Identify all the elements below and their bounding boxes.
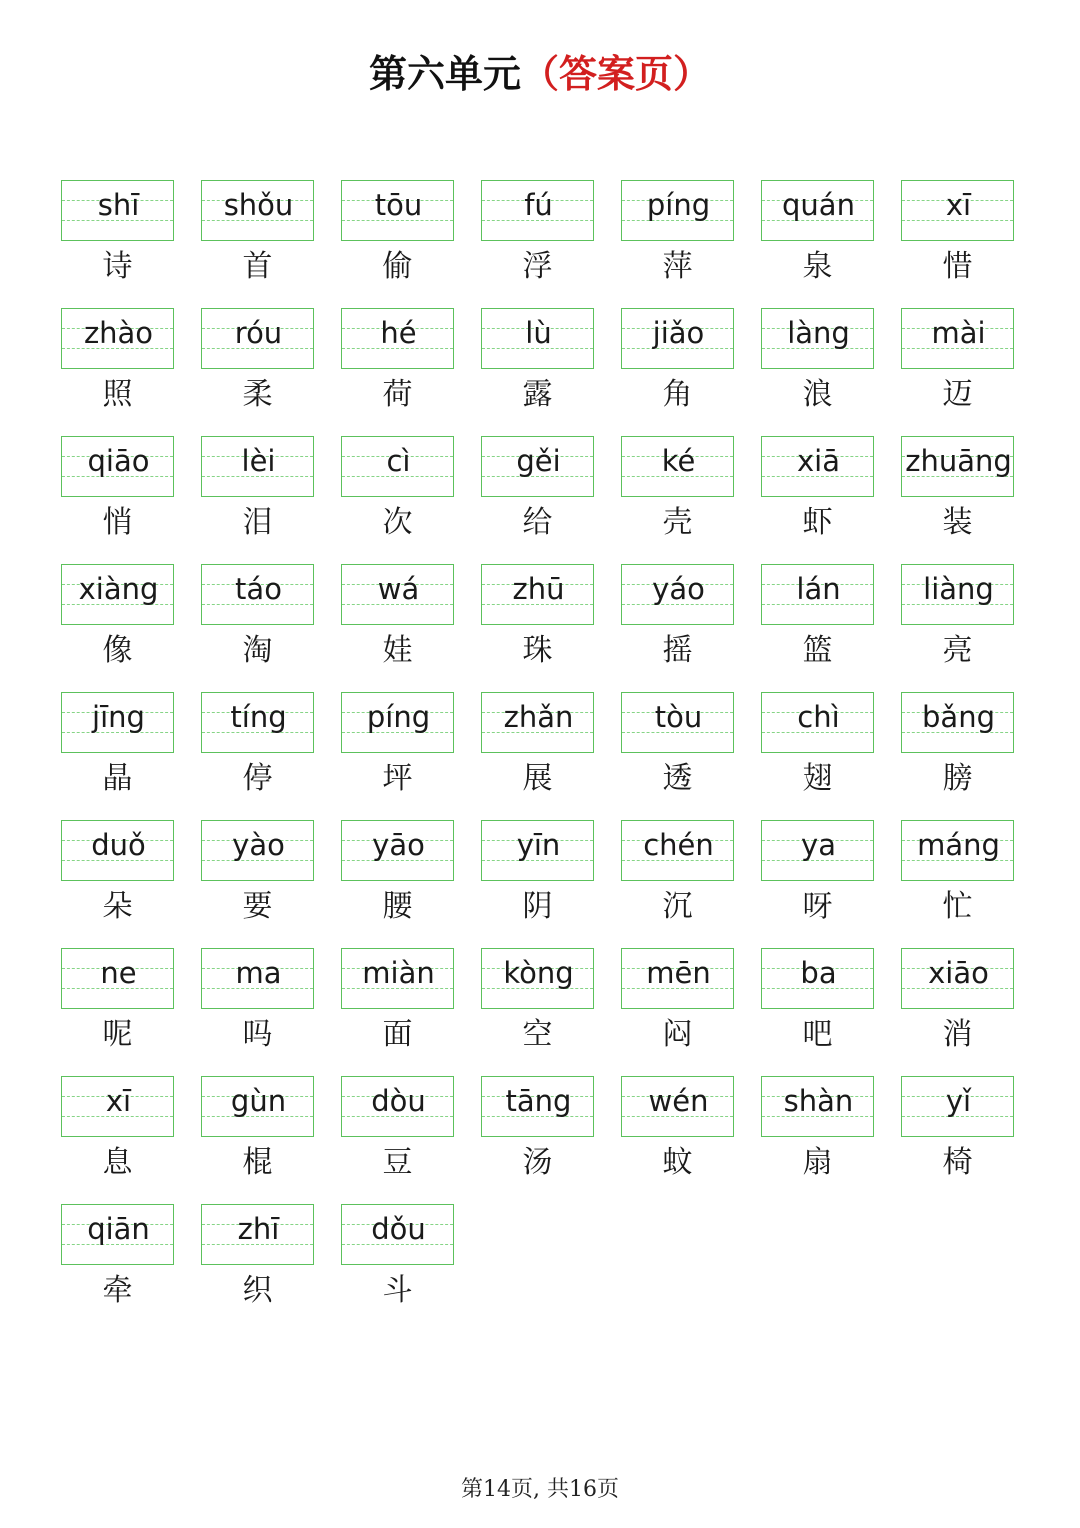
hanzi-character: 汤 (522, 1145, 553, 1180)
character-cell (201, 1076, 314, 1204)
pinyin-writing-box (341, 948, 454, 1009)
hanzi-character: 惜 (942, 249, 973, 284)
hanzi-character: 斗 (382, 1273, 413, 1308)
character-cell (621, 180, 734, 308)
pinyin-writing-box (761, 308, 874, 369)
hanzi-character: 吧 (802, 1017, 833, 1052)
pinyin-writing-box (61, 308, 174, 369)
pinyin-writing-box (761, 180, 874, 241)
pinyin-writing-box (761, 948, 874, 1009)
hanzi-character: 呀 (802, 889, 833, 924)
pinyin-text: liàng (923, 572, 994, 606)
hanzi-character: 坪 (382, 761, 413, 796)
character-cell (61, 180, 174, 308)
character-cell (761, 948, 874, 1076)
pinyin-writing-box (61, 564, 174, 625)
pinyin-writing-box (341, 820, 454, 881)
pinyin-writing-box (61, 436, 174, 497)
pinyin-writing-box (201, 1076, 314, 1137)
hanzi-character: 照 (102, 377, 133, 412)
hanzi-character: 露 (522, 377, 553, 412)
pinyin-writing-box (901, 564, 1014, 625)
character-cell (761, 308, 874, 436)
pinyin-writing-box (481, 308, 594, 369)
pinyin-text: zhū (512, 572, 565, 606)
character-cell (341, 692, 454, 820)
hanzi-character: 珠 (522, 633, 553, 668)
pinyin-writing-box (61, 948, 174, 1009)
character-cell (621, 1076, 734, 1204)
pinyin-text: tíng (230, 700, 287, 734)
hanzi-character: 亮 (942, 633, 973, 668)
pinyin-text: mēn (646, 956, 711, 990)
hanzi-character: 迈 (942, 377, 973, 412)
pinyin-text: ya (801, 828, 836, 862)
pinyin-text: chì (797, 700, 840, 734)
character-cell (61, 436, 174, 564)
character-cell (621, 308, 734, 436)
hanzi-character: 偷 (382, 249, 413, 284)
pinyin-text: xiàng (78, 572, 159, 606)
hanzi-character: 腰 (382, 889, 413, 924)
pinyin-writing-box (201, 820, 314, 881)
hanzi-character: 装 (942, 505, 973, 540)
hanzi-character: 给 (522, 505, 553, 540)
pinyin-text: máng (917, 828, 1000, 862)
pinyin-writing-box (901, 692, 1014, 753)
pinyin-writing-box (761, 564, 874, 625)
pinyin-text: dòu (371, 1084, 426, 1118)
pinyin-writing-box (481, 180, 594, 241)
character-cell (61, 1204, 174, 1332)
pinyin-text: yāo (372, 828, 425, 862)
pinyin-writing-box (621, 692, 734, 753)
character-cell (621, 948, 734, 1076)
pinyin-text: duǒ (91, 828, 146, 862)
character-cell (761, 820, 874, 948)
character-cell (621, 436, 734, 564)
hanzi-character: 蚊 (662, 1145, 693, 1180)
hanzi-character: 透 (662, 761, 693, 796)
pinyin-writing-box (621, 564, 734, 625)
hanzi-character: 阴 (522, 889, 553, 924)
character-cell (481, 308, 594, 436)
hanzi-character: 泪 (242, 505, 273, 540)
hanzi-character: 壳 (662, 505, 693, 540)
hanzi-character: 展 (522, 761, 553, 796)
pinyin-text: fú (524, 188, 553, 222)
character-cell (901, 948, 1014, 1076)
pinyin-text: shǒu (223, 188, 294, 222)
character-cell (761, 180, 874, 308)
hanzi-character: 呢 (102, 1017, 133, 1052)
hanzi-character: 娃 (382, 633, 413, 668)
character-cell (201, 1204, 314, 1332)
character-cell (901, 820, 1014, 948)
pinyin-writing-box (61, 180, 174, 241)
pinyin-text: hé (380, 316, 417, 350)
character-cell (341, 948, 454, 1076)
character-cell (481, 948, 594, 1076)
hanzi-character: 膀 (942, 761, 973, 796)
hanzi-character: 闷 (662, 1017, 693, 1052)
pinyin-writing-box (621, 308, 734, 369)
pinyin-text: ké (661, 444, 696, 478)
pinyin-writing-box (201, 180, 314, 241)
character-cell (341, 564, 454, 692)
hanzi-character: 豆 (382, 1145, 413, 1180)
pinyin-writing-box (201, 308, 314, 369)
pinyin-text: zhǎn (503, 700, 574, 734)
pinyin-writing-box (901, 308, 1014, 369)
pinyin-writing-box (901, 948, 1014, 1009)
character-cell (61, 948, 174, 1076)
character-cell (481, 436, 594, 564)
pinyin-text: làng (787, 316, 850, 350)
pinyin-writing-box (341, 308, 454, 369)
pinyin-text: bǎng (922, 700, 995, 734)
pinyin-text: shàn (783, 1084, 854, 1118)
pinyin-writing-box (201, 692, 314, 753)
hanzi-character: 篮 (802, 633, 833, 668)
character-cell (481, 564, 594, 692)
character-cell (341, 308, 454, 436)
hanzi-character: 摇 (662, 633, 693, 668)
pinyin-text: tòu (654, 700, 703, 734)
pinyin-text: chén (643, 828, 714, 862)
character-cell (61, 692, 174, 820)
answer-page-label: （答案页） (521, 51, 712, 96)
character-cell (901, 1076, 1014, 1204)
character-cell (341, 1076, 454, 1204)
pinyin-writing-box (61, 692, 174, 753)
page-number: 第14页, 共16页 (461, 1477, 619, 1502)
hanzi-character: 空 (522, 1017, 553, 1052)
hanzi-character: 消 (942, 1017, 973, 1052)
hanzi-character: 面 (382, 1017, 413, 1052)
hanzi-character: 悄 (102, 505, 133, 540)
pinyin-text: wá (377, 572, 420, 606)
pinyin-text: ne (100, 956, 137, 990)
hanzi-character: 浮 (522, 249, 553, 284)
pinyin-text: xī (945, 188, 972, 222)
pinyin-text: ma (235, 956, 282, 990)
pinyin-text: píng (646, 188, 711, 222)
pinyin-writing-box (341, 436, 454, 497)
character-cell (761, 1076, 874, 1204)
pinyin-writing-box (901, 1076, 1014, 1137)
pinyin-writing-box (621, 820, 734, 881)
pinyin-writing-box (481, 564, 594, 625)
pinyin-writing-box (761, 820, 874, 881)
hanzi-character: 沉 (662, 889, 693, 924)
character-cell (201, 948, 314, 1076)
character-cell (481, 692, 594, 820)
pinyin-writing-box (761, 1076, 874, 1137)
character-cell (201, 564, 314, 692)
pinyin-text: kòng (503, 956, 574, 990)
pinyin-text: yáo (652, 572, 705, 606)
hanzi-character: 息 (102, 1145, 133, 1180)
pinyin-text: yǐ (945, 1084, 972, 1118)
pinyin-text: mài (931, 316, 986, 350)
pinyin-text: jīng (92, 700, 145, 734)
character-cell (901, 564, 1014, 692)
pinyin-text: quán (782, 188, 855, 222)
character-cell (481, 820, 594, 948)
hanzi-character: 棍 (242, 1145, 273, 1180)
pinyin-writing-box (481, 1076, 594, 1137)
character-cell (761, 436, 874, 564)
pinyin-writing-box (341, 564, 454, 625)
pinyin-text: wén (648, 1084, 709, 1118)
pinyin-writing-box (761, 436, 874, 497)
hanzi-character: 萍 (662, 249, 693, 284)
hanzi-character: 椅 (942, 1145, 973, 1180)
pinyin-text: zhào (83, 316, 154, 350)
pinyin-text: dǒu (371, 1212, 426, 1246)
character-cell (61, 564, 174, 692)
pinyin-writing-box (201, 1204, 314, 1265)
pinyin-text: gěi (516, 444, 561, 478)
hanzi-character: 像 (102, 633, 133, 668)
pinyin-writing-box (761, 692, 874, 753)
pinyin-text: cì (386, 444, 411, 478)
hanzi-character: 朵 (102, 889, 133, 924)
pinyin-text: tōu (374, 188, 423, 222)
pinyin-writing-box (621, 948, 734, 1009)
pinyin-text: róu (234, 316, 283, 350)
pinyin-writing-box (341, 1204, 454, 1265)
character-cell (61, 308, 174, 436)
pinyin-writing-box (61, 1076, 174, 1137)
hanzi-character: 浪 (802, 377, 833, 412)
character-cell (481, 1076, 594, 1204)
pinyin-writing-box (621, 1076, 734, 1137)
pinyin-writing-box (901, 820, 1014, 881)
character-cell (761, 692, 874, 820)
character-cell (201, 308, 314, 436)
character-cell (761, 564, 874, 692)
pinyin-text: zhī (237, 1212, 280, 1246)
pinyin-text: táo (235, 572, 282, 606)
pinyin-writing-box (481, 820, 594, 881)
pinyin-writing-box (61, 1204, 174, 1265)
hanzi-character: 要 (242, 889, 273, 924)
character-cell (201, 692, 314, 820)
character-cell (621, 564, 734, 692)
pinyin-text: gùn (230, 1084, 287, 1118)
hanzi-character: 首 (242, 249, 273, 284)
pinyin-text: ba (800, 956, 837, 990)
pinyin-writing-box (481, 436, 594, 497)
pinyin-text: xī (105, 1084, 132, 1118)
hanzi-character: 次 (382, 505, 413, 540)
hanzi-character: 诗 (102, 249, 133, 284)
character-cell (201, 436, 314, 564)
pinyin-writing-box (901, 180, 1014, 241)
pinyin-text: píng (366, 700, 431, 734)
hanzi-character: 荷 (382, 377, 413, 412)
hanzi-character: 忙 (942, 889, 973, 924)
pinyin-writing-box (341, 180, 454, 241)
pinyin-text: qiāo (87, 444, 150, 478)
pinyin-text: shī (97, 188, 140, 222)
pinyin-text: qiān (87, 1212, 150, 1246)
pinyin-text: yīn (516, 828, 561, 862)
unit-title: 第六单元 (368, 51, 521, 96)
character-cell (901, 692, 1014, 820)
pinyin-writing-box (901, 436, 1014, 497)
character-cell (621, 820, 734, 948)
pinyin-writing-box (481, 692, 594, 753)
pinyin-text: xiāo (928, 956, 989, 990)
character-cell (61, 1076, 174, 1204)
hanzi-character: 织 (242, 1273, 273, 1308)
hanzi-character: 柔 (242, 377, 273, 412)
pinyin-writing-box (621, 436, 734, 497)
hanzi-character: 停 (242, 761, 273, 796)
pinyin-text: jiǎo (652, 316, 705, 350)
page-title (0, 48, 1080, 100)
pinyin-writing-box (341, 692, 454, 753)
pinyin-writing-box (341, 1076, 454, 1137)
pinyin-text: tāng (505, 1084, 572, 1118)
character-cell (341, 436, 454, 564)
pinyin-text: yào (232, 828, 285, 862)
character-cell (341, 1204, 454, 1332)
pinyin-writing-box (201, 948, 314, 1009)
pinyin-text: xiā (797, 444, 840, 478)
hanzi-character: 角 (662, 377, 693, 412)
pinyin-writing-box (61, 820, 174, 881)
hanzi-character: 扇 (802, 1145, 833, 1180)
character-cell (61, 820, 174, 948)
pinyin-writing-box (481, 948, 594, 1009)
pinyin-text: lán (796, 572, 841, 606)
pinyin-writing-box (201, 436, 314, 497)
hanzi-character: 泉 (802, 249, 833, 284)
pinyin-text: zhuāng (905, 444, 1012, 478)
character-cell (341, 820, 454, 948)
character-cell (201, 820, 314, 948)
pinyin-text: miàn (362, 956, 435, 990)
character-cell (621, 692, 734, 820)
hanzi-character: 牵 (102, 1273, 133, 1308)
pinyin-writing-box (621, 180, 734, 241)
pinyin-character-grid (61, 180, 1019, 1332)
hanzi-character: 晶 (102, 761, 133, 796)
pinyin-writing-box (201, 564, 314, 625)
character-cell (901, 436, 1014, 564)
hanzi-character: 虾 (802, 505, 833, 540)
character-cell (201, 180, 314, 308)
hanzi-character: 淘 (242, 633, 273, 668)
hanzi-character: 吗 (242, 1017, 273, 1052)
character-cell (481, 180, 594, 308)
character-cell (341, 180, 454, 308)
character-cell (901, 308, 1014, 436)
character-cell (901, 180, 1014, 308)
pinyin-text: lù (525, 316, 552, 350)
hanzi-character: 翅 (802, 761, 833, 796)
pinyin-text: lèi (241, 444, 276, 478)
